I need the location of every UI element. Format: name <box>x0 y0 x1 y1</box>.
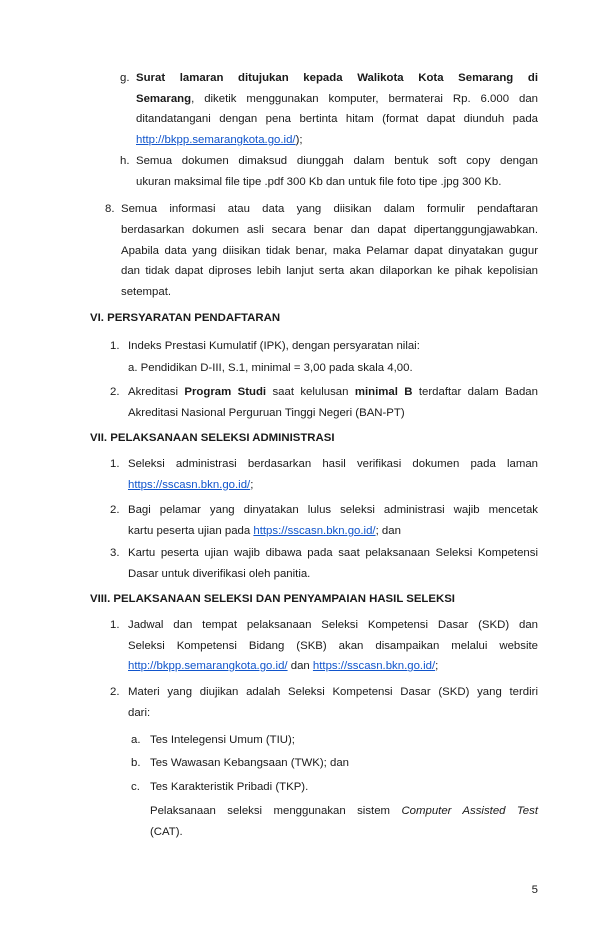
list-marker-viii-2-c: c. <box>131 781 140 793</box>
viii-item-2 <box>128 682 538 723</box>
list-marker-h: h. <box>120 155 130 167</box>
viii-item-1-line3: http://bkpp.semarangkota.go.id/ dan https://sscasn.bkn.go.id/; <box>128 660 439 673</box>
viii-item-1-line1: Jadwal dan tempat pelaksanaan Seleksi Kompetensi Dasar (SKD) dan <box>128 619 538 631</box>
item-8-line4: dan tidak dapat diproses lebih lanjut serta akan dilaporkan ke pihak kepolisian <box>121 265 538 278</box>
vi-item-1-sub-a: a. Pendidikan D-III, S.1, minimal = 3,00 pada skala 4,00. <box>128 362 413 374</box>
vii-item-1-line1: Seleksi administrasi berdasarkan hasil verifikasi dokumen pada laman <box>128 458 538 470</box>
viii-item-1-line2: Seleksi Kompetensi Bidang (SKB) akan disampaikan melalui website <box>128 639 538 652</box>
bkpp-link[interactable]: http://bkpp.semarangkota.go.id/ <box>136 133 296 146</box>
viii-sub-c: Tes Karakteristik Pribadi (TKP). <box>150 781 309 793</box>
vi-item-2-line1: Akreditasi Program Studi saat kelulusan minimal B terdaftar dalam Badan <box>128 386 538 398</box>
viii-sub-b: Tes Wawasan Kebangsaan (TWK); dan <box>150 757 350 769</box>
vii-item-3 <box>128 543 538 584</box>
page-number: 5 <box>531 884 538 896</box>
viii-item-2-line1: Materi yang diujikan adalah Seleksi Kompetensi Dasar (SKD) yang terdiri <box>128 686 538 698</box>
bkpp-link[interactable]: http://bkpp.semarangkota.go.id/ <box>128 660 288 673</box>
item-8-line3: Apabila data yang diisikan tidak benar, maka Pelamar dapat dinyatakan gugur <box>121 244 538 257</box>
list-marker-viii-2: 2. <box>110 686 120 698</box>
item-g-line3: ditandatangani dengan pena bertinta hitam (format dapat diunduh pada <box>136 113 538 126</box>
section-heading-vi: VI. PERSYARATAN PENDAFTARAN <box>90 312 281 324</box>
vi-item-1: Indeks Prestasi Kumulatif (IPK), dengan persyaratan nilai: <box>128 340 420 352</box>
list-marker-vi-2: 2. <box>110 386 120 398</box>
list-marker-vii-3: 3. <box>110 547 120 559</box>
vii-item-3-line2: Dasar untuk diverifikasi oleh panitia. <box>128 567 311 580</box>
sscasn-link[interactable]: https://sscasn.bkn.go.id/ <box>253 524 376 537</box>
item-g-line4: http://bkpp.semarangkota.go.id/); <box>136 133 303 146</box>
vi-item-2-line2: Akreditasi Nasional Perguruan Tinggi Negeri (BAN-PT) <box>128 406 405 419</box>
list-marker-vii-2: 2. <box>110 504 120 516</box>
sscasn-link[interactable]: https://sscasn.bkn.go.id/ <box>128 478 251 491</box>
vi-item-2 <box>128 382 538 423</box>
list-marker-viii-2-a: a. <box>131 734 141 746</box>
viii-note-line2: (CAT). <box>150 825 183 838</box>
section-heading-viii: VIII. PELAKSANAAN SELEKSI DAN PENYAMPAIAN HASIL SELEKSI <box>90 593 455 605</box>
vii-item-2 <box>128 500 538 541</box>
list-item-h <box>136 151 538 192</box>
sscasn-link[interactable]: https://sscasn.bkn.go.id/ <box>312 660 436 673</box>
vii-item-1 <box>128 454 538 495</box>
list-item-g <box>136 68 538 150</box>
item-h-line2: ukuran maksimal file tipe .pdf 300 Kb dan untuk file foto tipe .jpg 300 Kb. <box>136 175 502 188</box>
list-item-8-cont <box>121 220 538 302</box>
item-8-line2: berdasarkan dokumen asli secara benar dan dapat dipertanggungjawabkan. <box>121 224 538 236</box>
item-8-line5: setempat. <box>121 285 172 298</box>
section-heading-vii: VII. PELAKSANAAN SELEKSI ADMINISTRASI <box>90 432 335 444</box>
list-marker-g: g. <box>120 72 130 84</box>
list-item-8 <box>121 199 538 220</box>
viii-item-1 <box>128 615 538 677</box>
list-marker-vi-1: 1. <box>110 340 120 352</box>
vii-item-1-line2: https://sscasn.bkn.go.id/; <box>128 478 254 491</box>
item-h-line1: Semua dokumen dimaksud diunggah dalam bentuk soft copy dengan <box>136 155 538 167</box>
vii-item-2-line2: kartu peserta ujian pada https://sscasn.bkn.go.id/; dan <box>128 524 401 537</box>
vii-item-2-line1: Bagi pelamar yang dinyatakan lulus seleksi administrasi wajib mencetak <box>128 504 538 516</box>
list-marker-viii-1: 1. <box>110 619 120 631</box>
list-marker-vii-1: 1. <box>110 458 120 470</box>
viii-note <box>150 801 538 842</box>
item-g-line1: Surat lamaran ditujukan kepada Walikota Kota Semarang di <box>136 72 538 84</box>
list-marker-viii-2-b: b. <box>131 757 141 769</box>
item-g-line2: Semarang, diketik menggunakan komputer, bermaterai Rp. 6.000 dan <box>136 92 538 105</box>
list-marker-8: 8. <box>105 203 115 215</box>
item-8-line1: Semua informasi atau data yang diisikan dalam formulir pendaftaran <box>121 203 538 215</box>
vii-item-3-line1: Kartu peserta ujian wajib dibawa pada saat pelaksanaan Seleksi Kompetensi <box>128 547 538 559</box>
viii-note-line1: Pelaksanaan seleksi menggunakan sistem Computer Assisted Test <box>150 805 539 817</box>
viii-item-2-line2: dari: <box>128 706 151 719</box>
viii-sub-a: Tes Intelegensi Umum (TIU); <box>150 734 295 746</box>
